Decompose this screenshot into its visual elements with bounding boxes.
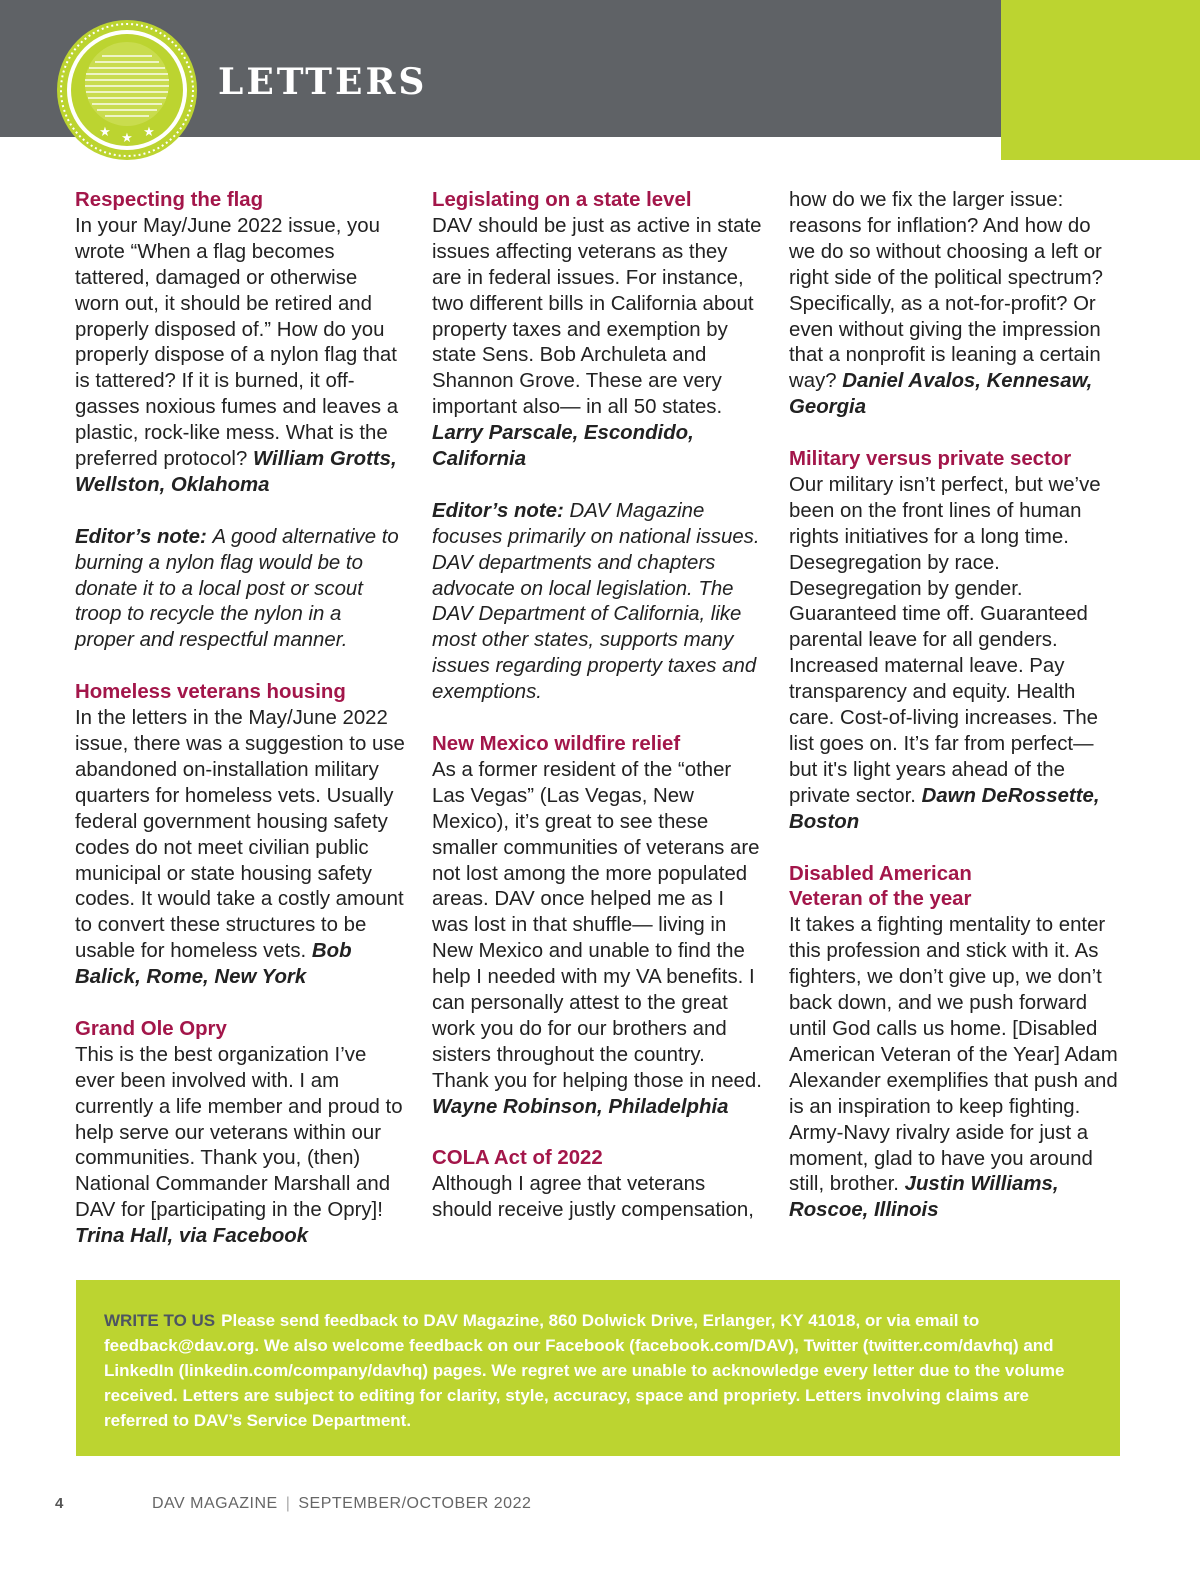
letter-body: It takes a fighting mentality to enter this profession and stick with it. As fighters, we don’t give up, we don’t back down, and we push forward until God calls us home. [Disabled American Veteran of the Year] Adam Alexander exemplifies that push and is an inspiration to keep fighting. Army-Navy rivalry aside for just a moment, glad to have you around still, brother.	[789, 914, 1118, 1196]
letter-headline: Homeless veterans housing	[75, 681, 346, 704]
letter-body: This is the best organization I’ve ever been involved with. I am currently a life member and proud to help serve our veterans within our communities. Thank you, (then) National Commander Marshall and DAV for [participating in the Opry]!	[75, 1043, 403, 1222]
letter-signature: Wayne Robinson, Philadelphia	[432, 1095, 729, 1118]
footer-separator: |	[285, 1495, 291, 1512]
letter-headline: Respecting the flag	[75, 189, 264, 211]
write-to-us-label: WRITE TO US	[104, 1311, 216, 1330]
letter	[789, 447, 1119, 836]
letter-signature: Larry Parscale, Escondido, California	[432, 422, 694, 471]
letter	[432, 732, 762, 1121]
page-title: LETTERS	[218, 61, 428, 103]
letter-body: how do we fix the larger issue: reasons for inflation? And how do we do so without choosing a left or right side of the political spectrum? Specifically, as a not-for-profit? Or even without giving the impression that a nonprofit is leaning a certain way?	[789, 189, 1103, 393]
svg-text:★: ★	[143, 125, 155, 140]
accent-tab	[1001, 0, 1200, 160]
letter-headline: Legislating on a state level	[432, 189, 692, 211]
letter-headline: Disabled American Veteran of the year	[789, 862, 972, 911]
page-number: 4	[55, 1495, 64, 1512]
letter-headline: COLA Act of 2022	[432, 1147, 603, 1170]
publication-line	[152, 1495, 531, 1513]
editor-note	[75, 525, 405, 655]
letter	[75, 1017, 405, 1250]
letter-headline: New Mexico wildfire relief	[432, 733, 681, 755]
publication-name: DAV MAGAZINE	[152, 1495, 278, 1512]
letter-signature: Trina Hall, via Facebook	[75, 1225, 309, 1248]
letter-signature: Dawn DeRossette, Boston	[789, 784, 1100, 833]
letter	[75, 188, 405, 499]
write-to-us-box	[76, 1280, 1120, 1456]
letter-body: Although I agree that veterans should receive justly compensation,	[432, 1173, 754, 1222]
write-to-us-text: Please send feedback to DAV Magazine, 860 Dolwick Drive, Erlanger, KY 41018, or via email to feedback@dav.org. We also welcome feedback on our Facebook (facebook.com/DAV), Twitter (twitter.com/davhq) and LinkedIn (linkedin.com/company/davhq) pages. We regret we are unable to acknowledge every letter due to the volume received. Letters are subject to editing for clarity, style, accuracy, space and propriety. Letters involving claims are referred to DAV’s Service Department.	[104, 1311, 1065, 1430]
letter-signature: Bob Balick, Rome, New York	[75, 940, 352, 989]
letter	[432, 1146, 762, 1224]
letter-body: In the letters in the May/June 2022 issue, there was a suggestion to use abandoned on-installation military quarters for homeless vets. Usually federal government housing safety codes do not meet civilian public municipal or state housing safety codes. It would take a costly amount to convert these structures to be usable for homeless vets.	[75, 707, 405, 963]
letter-signature: Justin Williams, Roscoe, Illinois	[789, 1173, 1059, 1222]
letter	[432, 188, 762, 473]
letter-signature: Daniel Avalos, Kennesaw, Georgia	[789, 370, 1093, 419]
editor-note-text: DAV Magazine focuses primarily on national issues. DAV departments and chapters advocate on local legislation. The DAV Department of California, like most other states, supports many issues regarding property taxes and exemptions.	[432, 499, 760, 704]
svg-text:★: ★	[99, 125, 111, 140]
editor-note-text: A good alternative to burning a nylon flag would be to donate it to a local post or scout troop to recycle the nylon in a proper and respectful manner.	[75, 525, 399, 652]
laurel-seal-icon	[55, 18, 199, 162]
letter-body: As a former resident of the “other Las Vegas” (Las Vegas, New Mexico), it’s great to see these smaller communities of veterans are not lost among the more populated areas. DAV once helped me as I was lost in that shuffle— living in New Mexico and unable to find the help I needed with my VA benefits. I can personally attest to the great work you do for our brothers and sisters throughout the country. Thank you for helping those in need.	[432, 758, 762, 1092]
letter	[75, 680, 405, 991]
letter	[789, 862, 1119, 1225]
letter-body: Our military isn’t perfect, but we’ve been on the front lines of human rights initiatives for a long time. Desegregation by race. Desegregation by gender. Guaranteed time off. Guaranteed parental leave for all genders. Increased maternal leave. Pay transparency and equity. Health care. Cost-of-living increases. The list goes on. It’s far from perfect—but it's light years ahead of the private sector.	[789, 473, 1101, 807]
issue-date: SEPTEMBER/OCTOBER 2022	[298, 1495, 532, 1512]
letter-headline: Grand Ole Opry	[75, 1017, 227, 1040]
letter-continued	[789, 188, 1119, 421]
letter-signature: William Grotts, Wellston, Oklahoma	[75, 448, 397, 496]
column-1	[75, 188, 405, 1276]
editor-note-label: Editor’s note:	[432, 499, 564, 522]
letter-headline: Military versus private sector	[789, 448, 1072, 471]
editor-note-label: Editor’s note:	[75, 525, 207, 548]
letter-body: DAV should be just as active in state issues affecting veterans as they are in federal issues. For instance, two different bills in California about property taxes and exemption by state Sens. Bob Archuleta and Shannon Grove. These are very important also— in all 50 states.	[432, 214, 762, 419]
svg-text:★: ★	[121, 131, 133, 146]
column-2	[432, 188, 762, 1250]
column-3	[789, 188, 1119, 1250]
letter-body: In your May/June 2022 issue, you wrote “When a flag becomes tattered, damaged or otherwise worn out, it should be retired and properly disposed of.” How do you properly dispose of a nylon flag that is tattered? If it is burned, it off-gasses noxious fumes and leaves a plastic, rock-like mess. What is the preferred protocol?	[75, 214, 399, 471]
editor-note	[432, 499, 762, 706]
